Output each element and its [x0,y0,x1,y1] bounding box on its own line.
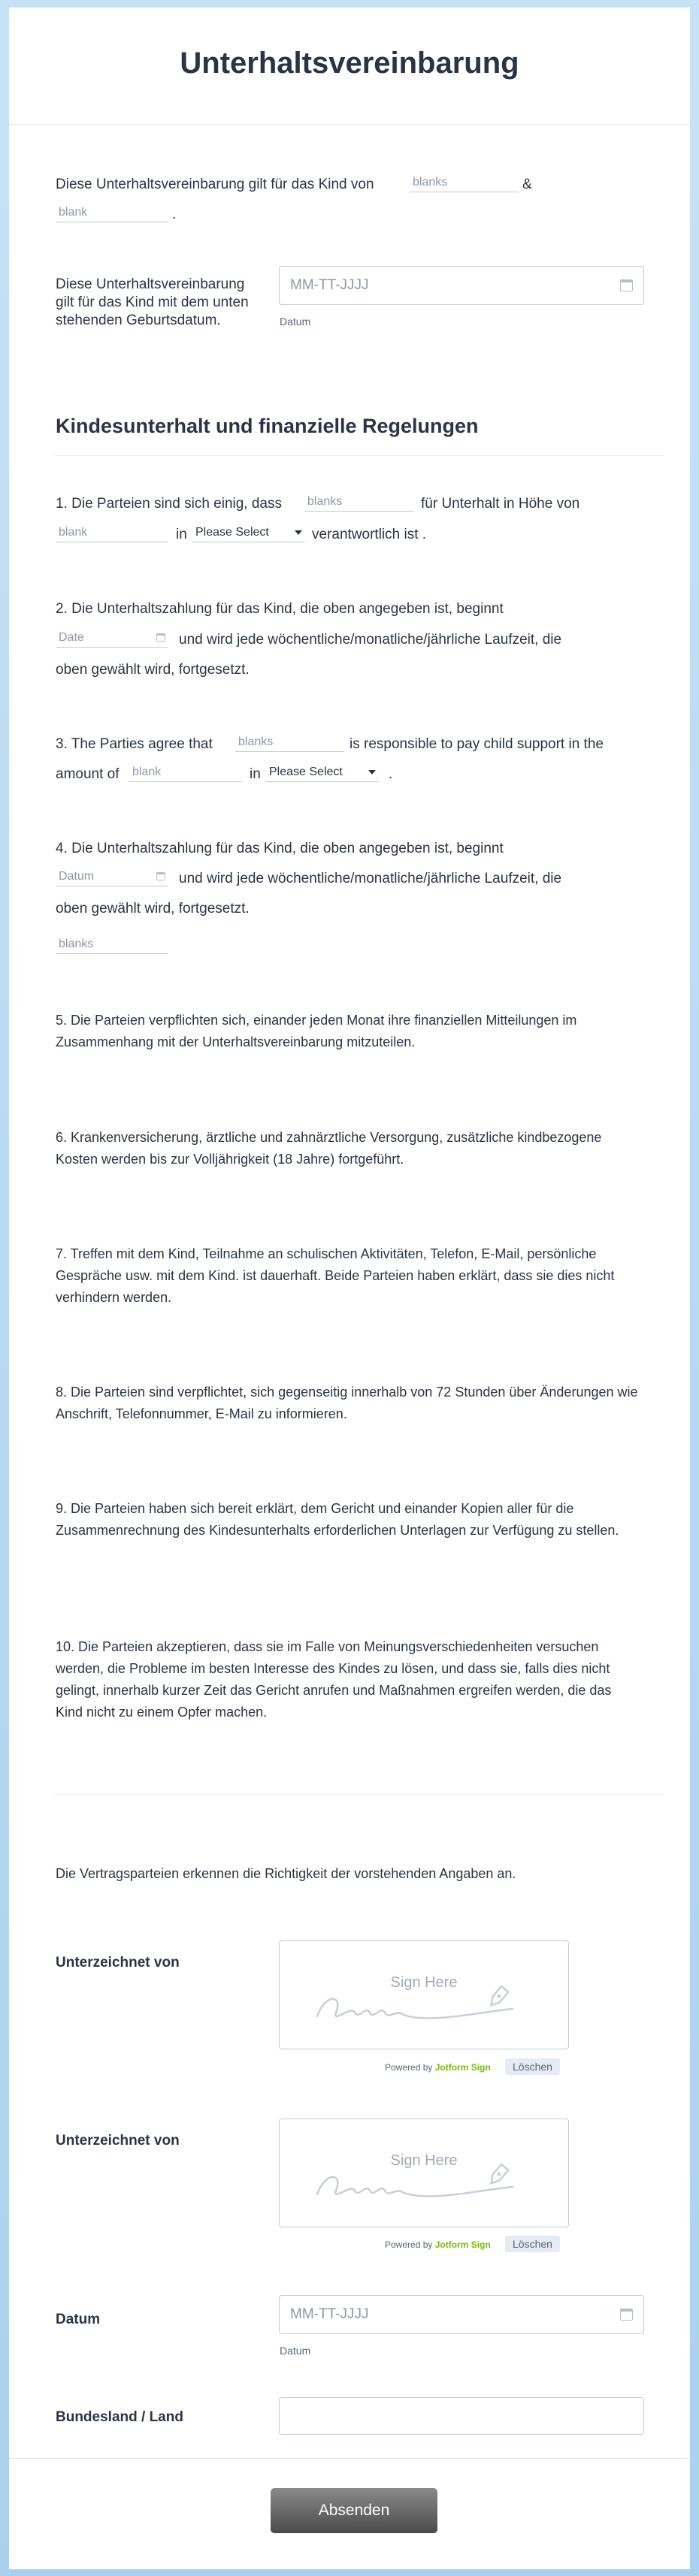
signature1-pad[interactable] [279,1940,569,2049]
calendar-icon[interactable] [156,633,165,642]
signature1-powered [385,2062,491,2073]
clause4-field[interactable]: blanks [56,936,168,954]
clause1-part2: für Unterhalt in Höhe von [421,496,580,512]
clauses-divider [54,1794,664,1795]
clause2-date-placeholder: Date [59,630,84,644]
clause3-field-1[interactable]: blanks [235,734,344,752]
birthdate-sublabel: Datum [280,316,311,328]
date-placeholder: MM-TT-JJJJ [290,2306,369,2322]
signature-scribble-icon [310,2157,535,2209]
form-title: Unterhaltsvereinbarung [180,47,519,80]
signature2-hint: Sign Here [390,2152,458,2169]
state-input[interactable] [279,2397,644,2435]
clause1-field-1[interactable]: blanks [304,494,413,512]
date-input[interactable] [279,2295,644,2334]
clause4-line3: oben gewählt wird, fortgesetzt. [56,901,250,917]
calendar-icon[interactable] [620,2309,633,2321]
signature2-pad[interactable] [279,2118,569,2227]
clause1-select-value: Please Select [195,525,269,539]
intro-field-2[interactable]: blank [56,204,168,222]
clause1-field-2[interactable]: blank [56,524,168,542]
clause1-part4: verantwortlich ist . [312,527,427,542]
header-divider [9,124,690,125]
form-card [9,8,690,2569]
calendar-icon[interactable] [156,872,165,880]
state-label: Bundesland / Land [56,2409,183,2425]
clause3-part3: amount of [56,766,120,782]
signature2-powered [385,2239,491,2250]
signature1-label: Unterzeichnet von [56,1955,180,1971]
clause3-part4: in [250,766,261,782]
clause3-field-2[interactable]: blank [129,764,242,782]
clause3-part5: . [389,766,393,782]
date-label: Datum [56,2312,101,2327]
signature1-hint: Sign Here [390,1974,458,1991]
intro-field-1[interactable]: blanks [410,174,519,192]
intro-period: . [172,207,177,222]
clause-6: 6. Krankenversicherung, ärztliche und zahnärztliche Versorgung, zusätzliche kindbezogene Kosten werden bis zur Volljährigkeit (18 Jahre) fortgeführt. [56,1130,602,1167]
chevron-down-icon [368,770,376,775]
clause4-line1: 4. Die Unterhaltszahlung für das Kind, die oben angegeben ist, beginnt [56,841,504,856]
clause2-line3: oben gewählt wird, fortgesetzt. [56,662,250,678]
powered-by-text: Powered by [385,2062,433,2073]
clause2-line2: und wird jede wöchentliche/monatliche/jährliche Laufzeit, die [179,632,562,648]
birthdate-placeholder: MM-TT-JJJJ [290,277,369,293]
clause3-part2: is responsible to pay child support in the [350,736,604,752]
clause4-line2: und wird jede wöchentliche/monatliche/jährliche Laufzeit, die [179,871,562,886]
clause4-date-input[interactable] [56,868,168,886]
clause3-part1: 3. The Parties agree that [56,736,213,752]
submit-button[interactable]: Absenden [271,2488,437,2533]
intro-ampersand: & [522,177,532,192]
chevron-down-icon [295,530,302,535]
clause2-line1: 2. Die Unterhaltszahlung für das Kind, die oben angegeben ist, beginnt [56,601,504,617]
signature1-clear-button[interactable]: Löschen [505,2058,560,2075]
clause4-date-placeholder: Datum [59,869,95,883]
birthdate-input[interactable] [279,266,644,305]
jotform-sign-brand: Jotform Sign [434,2239,491,2250]
intro-text: Diese Unterhaltsvereinbarung gilt für das Kind von [56,177,374,192]
clause1-part3: in [176,527,187,542]
section-heading: Kindesunterhalt und finanzielle Regelungen [56,415,479,437]
clause2-date-input[interactable] [56,630,168,648]
signature2-clear-button[interactable]: Löschen [505,2236,560,2252]
signature2-label: Unterzeichnet von [56,2133,180,2149]
footer-divider [9,2458,690,2459]
clause3-select-value: Please Select [269,765,343,778]
clause1-select[interactable] [192,524,305,542]
date-sublabel: Datum [280,2345,311,2357]
clause3-select[interactable] [266,764,379,782]
birthdate-label: Diese Unterhaltsvereinbarung gilt für das Kind mit dem unten stehenden Geburtsdatum. [56,276,249,328]
clause1-part1: 1. Die Parteien sind sich einig, dass [56,496,282,512]
clause-9: 9. Die Parteien haben sich bereit erklärt, dem Gericht und einander Kopien aller für die Zusammenrechnung des Kindesunterhalts erforderlichen Unterlagen zur Verfügung zu stellen. [56,1501,619,1538]
clause-5: 5. Die Parteien verpflichten sich, einander jeden Monat ihre finanziellen Mitteilungen im Zusammenhang mit der Unterhaltsvereinbarung mitzuteilen. [56,1013,577,1049]
clause-7: 7. Treffen mit dem Kind, Teilnahme an schulischen Aktivitäten, Telefon, E-Mail, persönliche Gespräche usw. mit dem Kind. ist dauerhaft. Beide Parteien haben erklärt, dass sie dies nicht verhindern werden. [56,1246,615,1305]
powered-by-text: Powered by [385,2239,433,2250]
signature-scribble-icon [310,1979,535,2031]
clause-10: 10. Die Parteien akzeptieren, dass sie im Falle von Meinungsverschiedenheiten versuchen werden, die Probleme im besten Interesse des Kindes zu lösen, und dass sie, falls dies nicht gelingt, innerhalb kurzer Zeit das Gericht anrufen und Maßnahmen ergreifen werden, die das Kind nicht zu einem Opfer machen. [56,1639,612,1720]
jotform-sign-brand: Jotform Sign [434,2062,491,2073]
calendar-icon[interactable] [620,279,633,291]
acknowledge-text: Die Vertragsparteien erkennen die Richtigkeit der vorstehenden Angaben an. [56,1866,516,1881]
section-divider [54,455,664,456]
clause-8: 8. Die Parteien sind verpflichtet, sich gegenseitig innerhalb von 72 Stunden über Änderungen wie Anschrift, Telefonnummer, E-Mail zu informieren. [56,1385,638,1421]
